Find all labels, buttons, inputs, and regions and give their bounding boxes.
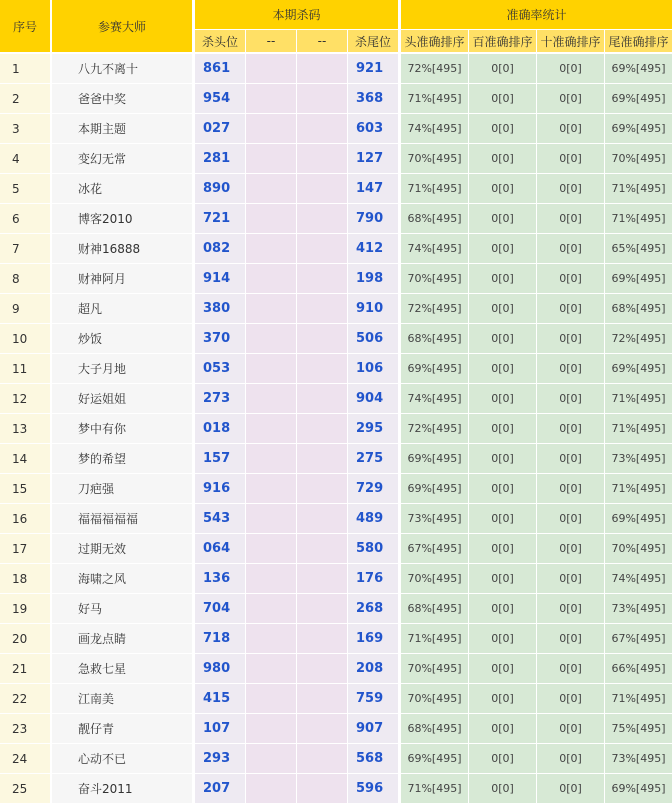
row-kill-tail: 106: [348, 354, 398, 383]
row-seq: 17: [0, 534, 50, 563]
row-master-name: 大子月地: [52, 354, 192, 383]
header-accuracy: 准确率统计: [401, 0, 672, 29]
row-blank: [297, 774, 347, 803]
row-kill-head: 721: [195, 204, 245, 233]
row-stat-tail: 73%[495]: [605, 594, 672, 623]
row-seq: 3: [0, 114, 50, 143]
row-blank: [297, 564, 347, 593]
row-kill-head: 082: [195, 234, 245, 263]
row-master-name: 财神阿月: [52, 264, 192, 293]
row-stat-ten: 0[0]: [537, 504, 604, 533]
row-stat-ten: 0[0]: [537, 204, 604, 233]
row-stat-hundred: 0[0]: [469, 384, 536, 413]
row-blank: [297, 504, 347, 533]
row-blank: [246, 504, 296, 533]
row-stat-head: 70%[495]: [401, 654, 468, 683]
row-stat-ten: 0[0]: [537, 624, 604, 653]
row-kill-head: 273: [195, 384, 245, 413]
row-blank: [297, 384, 347, 413]
row-stat-hundred: 0[0]: [469, 84, 536, 113]
row-seq: 22: [0, 684, 50, 713]
row-kill-head: 053: [195, 354, 245, 383]
row-blank: [297, 624, 347, 653]
row-master-name: 爸爸中奖: [52, 84, 192, 113]
row-stat-head: 67%[495]: [401, 534, 468, 563]
subheader-cell: 百准确排序: [469, 30, 536, 52]
row-seq: 2: [0, 84, 50, 113]
row-blank: [246, 384, 296, 413]
row-master-name: 急救七星: [52, 654, 192, 683]
row-seq: 15: [0, 474, 50, 503]
row-stat-ten: 0[0]: [537, 714, 604, 743]
row-seq: 7: [0, 234, 50, 263]
row-blank: [297, 744, 347, 773]
row-kill-tail: 759: [348, 684, 398, 713]
row-master-name: 画龙点睛: [52, 624, 192, 653]
row-stat-head: 74%[495]: [401, 114, 468, 143]
subheader-cell: 尾准确排序: [605, 30, 672, 52]
row-blank: [246, 324, 296, 353]
row-seq: 14: [0, 444, 50, 473]
row-stat-hundred: 0[0]: [469, 594, 536, 623]
row-blank: [297, 474, 347, 503]
row-stat-tail: 69%[495]: [605, 774, 672, 803]
row-stat-ten: 0[0]: [537, 174, 604, 203]
row-seq: 16: [0, 504, 50, 533]
row-kill-tail: 147: [348, 174, 398, 203]
row-kill-head: 704: [195, 594, 245, 623]
row-stat-head: 74%[495]: [401, 384, 468, 413]
row-stat-hundred: 0[0]: [469, 654, 536, 683]
row-stat-ten: 0[0]: [537, 564, 604, 593]
row-kill-tail: 176: [348, 564, 398, 593]
row-master-name: 梦中有你: [52, 414, 192, 443]
row-master-name: 过期无效: [52, 534, 192, 563]
row-master-name: 江南美: [52, 684, 192, 713]
row-seq: 20: [0, 624, 50, 653]
row-seq: 25: [0, 774, 50, 803]
row-kill-head: 018: [195, 414, 245, 443]
row-blank: [246, 744, 296, 773]
row-blank: [246, 774, 296, 803]
row-blank: [297, 534, 347, 563]
row-kill-tail: 127: [348, 144, 398, 173]
row-blank: [246, 624, 296, 653]
row-seq: 9: [0, 294, 50, 323]
row-blank: [246, 714, 296, 743]
row-kill-tail: 275: [348, 444, 398, 473]
row-kill-tail: 368: [348, 84, 398, 113]
row-stat-ten: 0[0]: [537, 114, 604, 143]
row-stat-head: 72%[495]: [401, 294, 468, 323]
row-master-name: 好运姐姐: [52, 384, 192, 413]
row-stat-head: 70%[495]: [401, 144, 468, 173]
row-stat-hundred: 0[0]: [469, 54, 536, 83]
row-stat-tail: 68%[495]: [605, 294, 672, 323]
row-stat-head: 71%[495]: [401, 174, 468, 203]
row-seq: 8: [0, 264, 50, 293]
row-blank: [297, 114, 347, 143]
row-stat-hundred: 0[0]: [469, 144, 536, 173]
row-stat-tail: 71%[495]: [605, 384, 672, 413]
row-master-name: 靓仔青: [52, 714, 192, 743]
row-kill-head: 281: [195, 144, 245, 173]
row-master-name: 变幻无常: [52, 144, 192, 173]
row-stat-ten: 0[0]: [537, 294, 604, 323]
row-stat-head: 73%[495]: [401, 504, 468, 533]
row-blank: [297, 294, 347, 323]
row-stat-tail: 71%[495]: [605, 174, 672, 203]
row-stat-ten: 0[0]: [537, 54, 604, 83]
row-stat-hundred: 0[0]: [469, 774, 536, 803]
row-stat-head: 72%[495]: [401, 54, 468, 83]
row-stat-tail: 69%[495]: [605, 84, 672, 113]
row-kill-head: 980: [195, 654, 245, 683]
row-kill-head: 380: [195, 294, 245, 323]
row-master-name: 炒饭: [52, 324, 192, 353]
row-stat-hundred: 0[0]: [469, 294, 536, 323]
row-stat-hundred: 0[0]: [469, 354, 536, 383]
row-stat-tail: 67%[495]: [605, 624, 672, 653]
row-kill-tail: 921: [348, 54, 398, 83]
row-stat-tail: 72%[495]: [605, 324, 672, 353]
row-stat-head: 70%[495]: [401, 684, 468, 713]
row-blank: [297, 234, 347, 263]
row-kill-head: 916: [195, 474, 245, 503]
row-master-name: 博客2010: [52, 204, 192, 233]
row-seq: 1: [0, 54, 50, 83]
row-kill-head: 914: [195, 264, 245, 293]
row-master-name: 好马: [52, 594, 192, 623]
row-stat-head: 69%[495]: [401, 354, 468, 383]
row-kill-head: 064: [195, 534, 245, 563]
row-stat-head: 69%[495]: [401, 744, 468, 773]
row-stat-hundred: 0[0]: [469, 564, 536, 593]
row-blank: [297, 264, 347, 293]
row-stat-hundred: 0[0]: [469, 714, 536, 743]
row-stat-ten: 0[0]: [537, 354, 604, 383]
row-blank: [297, 714, 347, 743]
row-kill-tail: 904: [348, 384, 398, 413]
row-stat-head: 69%[495]: [401, 474, 468, 503]
row-kill-head: 890: [195, 174, 245, 203]
row-kill-tail: 506: [348, 324, 398, 353]
subheader-cell: 头准确排序: [401, 30, 468, 52]
row-stat-head: 72%[495]: [401, 414, 468, 443]
row-stat-hundred: 0[0]: [469, 204, 536, 233]
header-seq: 序号: [0, 0, 50, 52]
row-blank: [246, 114, 296, 143]
row-stat-ten: 0[0]: [537, 324, 604, 353]
row-stat-ten: 0[0]: [537, 384, 604, 413]
row-stat-tail: 69%[495]: [605, 354, 672, 383]
row-seq: 11: [0, 354, 50, 383]
row-kill-tail: 907: [348, 714, 398, 743]
row-stat-tail: 69%[495]: [605, 264, 672, 293]
row-blank: [246, 234, 296, 263]
row-stat-hundred: 0[0]: [469, 504, 536, 533]
row-kill-tail: 198: [348, 264, 398, 293]
row-kill-head: 293: [195, 744, 245, 773]
row-stat-hundred: 0[0]: [469, 744, 536, 773]
row-stat-hundred: 0[0]: [469, 534, 536, 563]
row-stat-ten: 0[0]: [537, 594, 604, 623]
row-stat-ten: 0[0]: [537, 234, 604, 263]
row-kill-head: 207: [195, 774, 245, 803]
row-stat-tail: 65%[495]: [605, 234, 672, 263]
row-stat-ten: 0[0]: [537, 534, 604, 563]
row-blank: [246, 684, 296, 713]
row-blank: [297, 444, 347, 473]
row-stat-ten: 0[0]: [537, 414, 604, 443]
row-master-name: 本期主题: [52, 114, 192, 143]
row-stat-head: 68%[495]: [401, 324, 468, 353]
row-master-name: 海啸之风: [52, 564, 192, 593]
row-stat-hundred: 0[0]: [469, 624, 536, 653]
row-blank: [246, 354, 296, 383]
row-master-name: 奋斗2011: [52, 774, 192, 803]
row-master-name: 梦的希望: [52, 444, 192, 473]
row-kill-tail: 568: [348, 744, 398, 773]
row-seq: 21: [0, 654, 50, 683]
row-blank: [246, 84, 296, 113]
row-stat-tail: 70%[495]: [605, 144, 672, 173]
row-kill-tail: 729: [348, 474, 398, 503]
row-blank: [297, 594, 347, 623]
row-blank: [297, 204, 347, 233]
row-stat-head: 68%[495]: [401, 714, 468, 743]
row-kill-head: 415: [195, 684, 245, 713]
row-stat-ten: 0[0]: [537, 654, 604, 683]
row-stat-tail: 73%[495]: [605, 744, 672, 773]
row-stat-tail: 71%[495]: [605, 414, 672, 443]
row-seq: 24: [0, 744, 50, 773]
row-blank: [297, 84, 347, 113]
row-kill-tail: 790: [348, 204, 398, 233]
row-blank: [246, 594, 296, 623]
subheader-cell: --: [297, 30, 347, 52]
row-kill-tail: 268: [348, 594, 398, 623]
subheader-cell: 杀尾位: [348, 30, 398, 52]
subheader-cell: 十准确排序: [537, 30, 604, 52]
row-kill-head: 157: [195, 444, 245, 473]
row-stat-tail: 69%[495]: [605, 504, 672, 533]
row-seq: 19: [0, 594, 50, 623]
row-stat-tail: 69%[495]: [605, 54, 672, 83]
row-stat-hundred: 0[0]: [469, 474, 536, 503]
row-kill-head: 136: [195, 564, 245, 593]
row-blank: [246, 564, 296, 593]
row-stat-hundred: 0[0]: [469, 324, 536, 353]
row-seq: 12: [0, 384, 50, 413]
row-kill-head: 954: [195, 84, 245, 113]
row-stat-tail: 71%[495]: [605, 474, 672, 503]
row-stat-head: 70%[495]: [401, 264, 468, 293]
row-seq: 18: [0, 564, 50, 593]
row-master-name: 冰花: [52, 174, 192, 203]
row-kill-head: 543: [195, 504, 245, 533]
row-blank: [246, 534, 296, 563]
row-stat-head: 68%[495]: [401, 594, 468, 623]
row-blank: [297, 414, 347, 443]
row-stat-ten: 0[0]: [537, 84, 604, 113]
row-kill-head: 107: [195, 714, 245, 743]
row-kill-head: 370: [195, 324, 245, 353]
row-kill-tail: 489: [348, 504, 398, 533]
row-stat-head: 70%[495]: [401, 564, 468, 593]
row-kill-tail: 208: [348, 654, 398, 683]
row-master-name: 刀疤强: [52, 474, 192, 503]
row-stat-tail: 74%[495]: [605, 564, 672, 593]
row-blank: [297, 174, 347, 203]
row-blank: [246, 294, 296, 323]
row-blank: [297, 144, 347, 173]
row-seq: 10: [0, 324, 50, 353]
row-stat-head: 71%[495]: [401, 774, 468, 803]
row-master-name: 财神16888: [52, 234, 192, 263]
row-stat-tail: 66%[495]: [605, 654, 672, 683]
row-kill-head: 027: [195, 114, 245, 143]
row-master-name: 福福福福福: [52, 504, 192, 533]
row-stat-tail: 70%[495]: [605, 534, 672, 563]
row-kill-tail: 580: [348, 534, 398, 563]
row-blank: [297, 54, 347, 83]
row-seq: 4: [0, 144, 50, 173]
row-stat-ten: 0[0]: [537, 144, 604, 173]
row-stat-hundred: 0[0]: [469, 114, 536, 143]
row-stat-hundred: 0[0]: [469, 444, 536, 473]
row-stat-hundred: 0[0]: [469, 264, 536, 293]
row-stat-ten: 0[0]: [537, 474, 604, 503]
row-kill-tail: 412: [348, 234, 398, 263]
row-stat-hundred: 0[0]: [469, 234, 536, 263]
row-kill-tail: 603: [348, 114, 398, 143]
row-stat-hundred: 0[0]: [469, 174, 536, 203]
row-seq: 6: [0, 204, 50, 233]
row-blank: [246, 444, 296, 473]
row-blank: [246, 264, 296, 293]
row-stat-ten: 0[0]: [537, 684, 604, 713]
row-blank: [246, 654, 296, 683]
row-stat-head: 71%[495]: [401, 84, 468, 113]
subheader-cell: --: [246, 30, 296, 52]
row-stat-tail: 73%[495]: [605, 444, 672, 473]
row-blank: [246, 204, 296, 233]
row-seq: 23: [0, 714, 50, 743]
row-stat-hundred: 0[0]: [469, 414, 536, 443]
row-stat-tail: 71%[495]: [605, 684, 672, 713]
row-stat-tail: 71%[495]: [605, 204, 672, 233]
row-seq: 13: [0, 414, 50, 443]
row-blank: [297, 354, 347, 383]
row-stat-ten: 0[0]: [537, 444, 604, 473]
row-stat-tail: 75%[495]: [605, 714, 672, 743]
row-kill-tail: 295: [348, 414, 398, 443]
row-seq: 5: [0, 174, 50, 203]
row-stat-head: 74%[495]: [401, 234, 468, 263]
header-current-kill: 本期杀码: [195, 0, 398, 29]
row-blank: [246, 414, 296, 443]
row-blank: [246, 144, 296, 173]
row-blank: [246, 174, 296, 203]
row-stat-head: 68%[495]: [401, 204, 468, 233]
row-stat-head: 69%[495]: [401, 444, 468, 473]
row-stat-head: 71%[495]: [401, 624, 468, 653]
row-master-name: 超凡: [52, 294, 192, 323]
subheader-cell: 杀头位: [195, 30, 245, 52]
row-kill-head: 718: [195, 624, 245, 653]
row-stat-ten: 0[0]: [537, 264, 604, 293]
row-master-name: 八九不离十: [52, 54, 192, 83]
row-kill-tail: 596: [348, 774, 398, 803]
row-kill-head: 861: [195, 54, 245, 83]
row-blank: [246, 474, 296, 503]
header-master: 参赛大师: [52, 0, 192, 52]
row-blank: [297, 654, 347, 683]
row-stat-ten: 0[0]: [537, 774, 604, 803]
row-kill-tail: 169: [348, 624, 398, 653]
row-stat-ten: 0[0]: [537, 744, 604, 773]
row-kill-tail: 910: [348, 294, 398, 323]
row-blank: [246, 54, 296, 83]
row-stat-tail: 69%[495]: [605, 114, 672, 143]
row-blank: [297, 684, 347, 713]
row-blank: [297, 324, 347, 353]
row-master-name: 心动不已: [52, 744, 192, 773]
row-stat-hundred: 0[0]: [469, 684, 536, 713]
